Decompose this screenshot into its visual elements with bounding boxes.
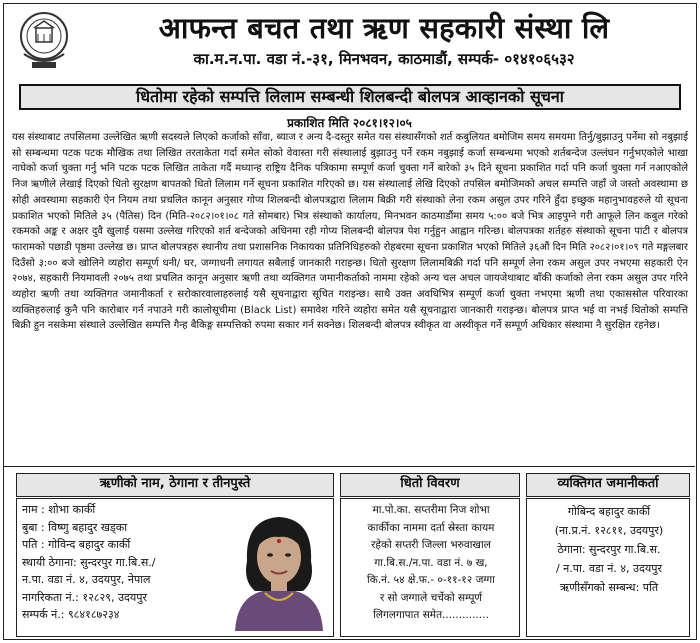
guarantor-address-1: ठेगाना: सुन्दरपुर गा.बि.स. bbox=[557, 543, 661, 556]
collateral-line: गा.बि.स./न.पा. वडा नं. ७ ख, bbox=[374, 556, 488, 569]
notice-title: धितोमा रहेको सम्पत्ति लिलाम सम्बन्धी शिलबन्दी बोलपत्र आव्हानको सूचना bbox=[19, 84, 681, 110]
guarantor-column-header: व्यक्तिगत जमानीकर्ता bbox=[526, 473, 690, 497]
borrower-address-2: न.पा. वडा नं. ४, उदयपुर, नेपाल bbox=[22, 573, 151, 586]
borrower-photo bbox=[229, 505, 329, 631]
collateral-line: र सो जग्गाले चर्चेको सम्पूर्ण bbox=[379, 591, 483, 604]
notice-page bbox=[3, 3, 697, 640]
collateral-line: कि.नं. ५४ क्षे.फ.- ०-११-१२ जग्गा bbox=[367, 574, 495, 586]
header bbox=[4, 4, 695, 82]
notice-body: यस संस्थाबाट तपसिलमा उल्लेखित ऋणी सदस्यले लिएको कर्जाको साँवा, ब्याज र अन्य दै-दस्तुर समेत यस संस्थासँगको शर्त कबुलियत बमोजिम समय समयमा तिर्नु/बुझाउनु पर्नेमा सो नबुझाई सो सम्बन्धमा पटक पटक मौखिक तथा लिखित तरताकेता गर्दा समेत सोको वेवास्ता गरी संस्थालाई बुझाउनु पर्ने रकम नबुझाई कर्जा सम्बन्धमा भएको शर्तबन्देज उल्लंघन गर्नुभएकोले भाखा नाघेको कर्जा चुक्ता गर्नु भनि पटक पटक लिखित ताकेता गर्दै मध्यान्ह राष्ट्रिय दैनिक पत्रिकामा सम्पूर्ण कर्जा चुक्ता गर्ने बारेको ३५ दिने सूचना प्रकाशित गर्दा पनि कर्जा चुक्ता गर्न नआएकोले निज ऋणीले लेखाई दिएको धितो सुरक्षण बापतको धितो लिलाम गर्ने सूचना प्रकाशित गरिएको छ। यस संस्थालाई लेखि दिएको तपसिल बमोजिमको अचल सम्पत्ति जहाँ जे जस्तो अवस्थामा छ सोही अवस्थामा सहकारी ऐन नियम तथा प्रचलित कानून अनुसार गोप्य शिलबन्दी बोलपत्रद्वारा लिलाम बिक्री गरी संस्थाको लेना रकम असुल उपर गरिने हुँदा इच्छुक महानुभावहरुले यो सूचना प्रकाशित भएको मितिले ३५ (पैतिस) दिन (मिति-२०८२।०१।०८ गते सोमबार) भित्र संस्थाको कार्यालय, मिनभवन काठमाडौंमा समय ५:०० बजे भित्र आइपुग्ने गरी आफूले लिन कबुल गरेको रकमको अङ्क र अक्षर दुवै खुलाई यसमा उल्लेख गरिएको शर्त बन्देजको अधिनमा रही गोप्य शिलबन्दी बोलपत्र पेश गर्नुहुन आह्वान गरिन्छ। बोलपत्रका शर्तहरु संस्थाको सूचना पाटी र बोलपत्र फारामको पछाडी पृष्ठमा उल्लेख छ। प्राप्त बोलपत्रहरु स्थानीय तथा प्रशासनिक निकायका प्रतिनिधिहरुको रोहबरमा सूचना प्रकाशित भएको मितिले ३६औं दिन मिति २०८२।०१।०९ गते मङ्गलबार दिउँसो ३:०० बजे खोलिने व्यहोरा सम्पूर्ण धनी/ घर, जग्गाधनी लगायत सबैलाई जानकारी गराइन्छ। धितो सुरक्षण लिलामबिक्री गर्दा पनि सम्पूर्ण लेना रकम असुल उपर नभएमा सहकारी ऐन २०७४, सहकारी नियमावली २०७५ तथा प्रचलित कानून अनुसार ऋणी तथा व्यक्तिगत जमानीकर्ताको नाममा रहेको अन्य चल अचल जायजेथाबाट बाँकी कर्जाको लेना रकम असुल उपर गरिने व्यहोरा ऋणी तथा व्यक्तिगत जमानीकर्ता र सरोकारवालाहरुलाई यसै सूचनाद्वारा सूचित गराइन्छ। साथै उक्त अवधिभित्र सम्पूर्ण कर्जा चुक्ता नभएमा ऋणी तथा एकाससोल परिवारका व्यक्तिहरुलाई कुनै पनि कारोबार गर्न नपाउने गरी कालोसूचीमा (Black List) समावेश गरिने व्यहोरा समेत यसै सूचनाद्वारा जानकारी गराइन्छ। बोलपत्र प्राप्त भई वा नभई धितोको सम्पत्ति बिक्री हुन नसकेमा संस्थाले उल्लेखित सम्पत्ति गैन्ह बैकिङ्ग सम्पत्तिको रुपमा सकार गर्न सक्नेछ। शिलबन्दी बोलपत्र स्वीकृत वा अस्वीकृत गर्ने सम्पूर्ण अधिकार संस्थामा नै सुरक्षित रहनेछ। bbox=[12, 132, 688, 332]
borrower-details bbox=[16, 498, 334, 637]
collateral-line: रहेको सप्तरी जिल्ला भरुवाखाल bbox=[371, 539, 491, 551]
guarantor-details bbox=[526, 498, 690, 637]
collateral-line: कार्कीका नाममा दर्ता स्रेस्ता कायम bbox=[367, 521, 495, 534]
collateral-line: मा.पो.का. सप्तरीमा निज शोभा bbox=[372, 504, 490, 516]
borrower-citizenship: नागरिकता नं.: १२८२९, उदयपुर bbox=[22, 590, 147, 604]
borrower-father: बुबा : विष्णु बहादुर खड्का bbox=[22, 520, 128, 534]
guarantor-citizenship: (ना.प्र.नं. १२८११, उदयपुर) bbox=[554, 524, 664, 537]
guarantor-address-2: / न.पा. वडा नं. ४, उदयपुर bbox=[555, 562, 663, 575]
organization-address: का.म.न.पा. वडा नं.-३१, मिनभवन, काठमाडौं, सम्पर्क- ०१४१०६५३२ bbox=[193, 50, 575, 68]
cooperative-emblem-icon bbox=[18, 10, 70, 72]
borrower-contact: सम्पर्क नं.: ९८४१८७२३४ bbox=[22, 608, 120, 621]
borrower-address-1: स्थायी ठेगाना: सुन्दरपुर गा.बि.स./ bbox=[22, 555, 156, 569]
guarantor-name: गोबिन्द बहादुर कार्की bbox=[567, 505, 651, 518]
organization-name: आफन्त बचत तथा ऋण सहकारी संस्था लि bbox=[158, 11, 610, 45]
collateral-column-header: धितो विवरण bbox=[340, 473, 520, 497]
borrower-column-header: ऋणीको नाम, ठेगाना र तीनपुस्ते bbox=[16, 473, 334, 497]
borrower-husband: पति : गोविन्द बहादुर कार्की bbox=[22, 538, 131, 551]
borrower-name: नाम : शोभा कार्की bbox=[22, 503, 96, 516]
details-table bbox=[4, 466, 695, 639]
collateral-line: लिगलगापात समेत.............. bbox=[373, 609, 489, 621]
collateral-details bbox=[340, 498, 520, 637]
publish-date: प्रकाशित मिति २०८१।१२।०५ bbox=[287, 116, 412, 130]
guarantor-relation: ऋणीसँगको सम्बन्ध: पति bbox=[559, 581, 659, 594]
